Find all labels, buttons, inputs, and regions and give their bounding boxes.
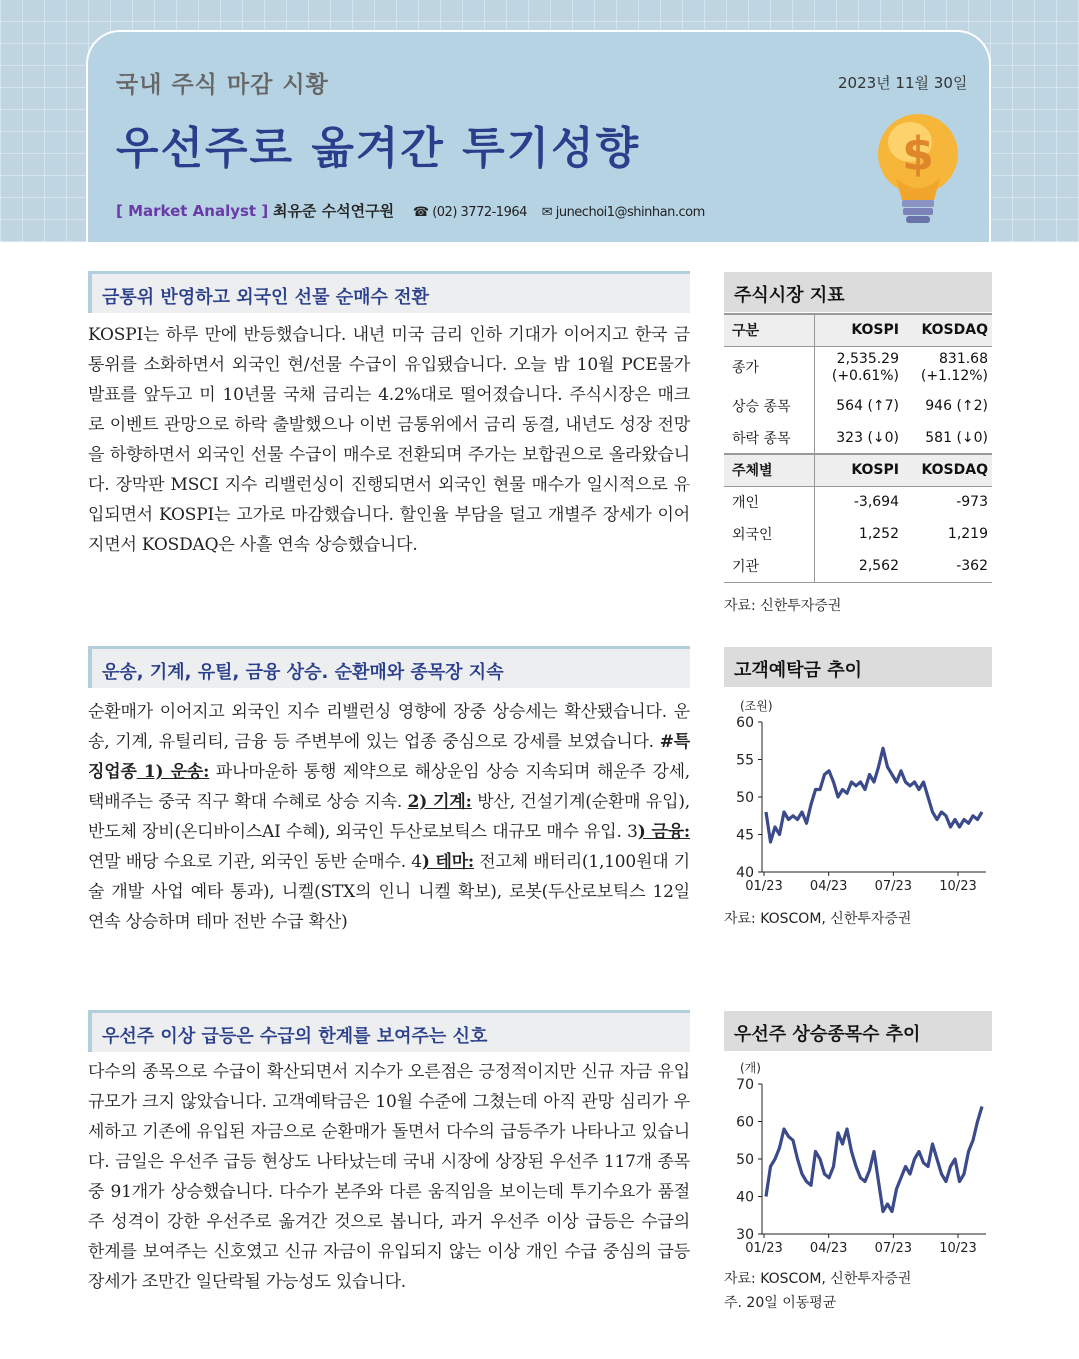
x-tick-label: 07/23	[874, 1241, 913, 1256]
x-tick-label: 04/23	[809, 1241, 848, 1256]
svg-text:$: $	[901, 127, 935, 181]
sector-1-text: 파나마운하 통행 제약으로 해상운임 상승 지속되며 해운주 강세, 택배주는 중국 직구 확대 수혜로 상승 지속.	[88, 762, 691, 812]
row-label: 하락 종목	[724, 422, 814, 454]
section-3-body: 다수의 종목으로 수급이 확산되면서 지수가 오른점은 긍정적이지만 신규 자금 유입 규모가 크지 않았습니다. 고객예탁금은 10월 수준에 그쳤는데 아직 관망 심리가 우세하고 기존에 유입된 자금으로 순환매가 돌면서 다수의 급등주가 나타나고 있습니다. 금일은 우선주 급등 현상도 나타났는데 국내 시장에 상장된 우선주 117개 종목 중 91개가 상승했습니다. 다수가 본주와 다른 움직임을 보이는데 투기수요가 품절주 성격이 강한 우선주로 옮겨간 것으로 봅니다, 과거 우선주 이상 급등은 수급의 한계를 보여주는 신호였고 신규 자금이 유입되지 않는 이상 개인 수급 중심의 급등 장세가 조만간 일단락될 가능성도 있습니다.	[88, 1062, 690, 1292]
sector-2-label: 2) 기계:	[407, 792, 472, 812]
deposits-title: 고객예탁금 추이	[734, 660, 862, 681]
y-tick-label: 30	[736, 1227, 754, 1243]
analyst-info	[116, 200, 715, 221]
table-cell: -973	[956, 494, 988, 511]
header-cell: 주체별	[724, 454, 814, 486]
y-tick-label: 50	[736, 1152, 754, 1168]
table-row	[724, 486, 992, 518]
preferred-line-chart	[724, 1052, 992, 1264]
deposits-heading	[724, 647, 992, 687]
kospi-close-change: (+0.61%)	[831, 368, 899, 385]
row-label: 기관	[724, 550, 814, 582]
table-cell: 581 (↓0)	[925, 429, 988, 446]
table-subheader-row	[724, 454, 992, 486]
table-row	[724, 550, 992, 582]
y-tick-label: 40	[736, 865, 754, 881]
row-label: 상승 종목	[724, 390, 814, 422]
table-cell: 2,562	[814, 550, 903, 582]
header-cell: 구분	[724, 314, 814, 346]
report-category: 국내 주식 마감 시황	[116, 72, 329, 98]
table-cell: -3,694	[853, 494, 899, 511]
table-row	[724, 390, 992, 422]
indicators-title: 주식시장 지표	[734, 285, 845, 306]
header-cell: KOSPI	[814, 454, 903, 486]
header-cell: KOSPI	[814, 314, 903, 346]
section-1-heading	[88, 271, 690, 313]
row-label: 개인	[724, 486, 814, 518]
table-cell: 1,252	[858, 526, 899, 542]
y-tick-label: 50	[736, 790, 754, 806]
y-tick-label: 55	[736, 752, 754, 769]
analyst-email[interactable]: ✉ junechoi1@shinhan.com	[541, 205, 705, 220]
market-indicators-table	[724, 313, 992, 583]
series-line	[766, 748, 982, 842]
sector-4-label: ) 테마:	[421, 852, 475, 872]
report-title: 우선주로 옮겨간 투기성향	[116, 123, 641, 174]
preferred-note: 주. 20일 이동평균	[724, 1295, 837, 1311]
sector-4-text: 전고체 배터리(1,100원대 기술 개발 사업 예타 통과), 니켈(STX의 인니 니켈 확보), 로봇(두산로보틱스 12일 연속 상승하며 테마 전반 수급 확산)	[88, 852, 690, 932]
analyst-role: [ Market Analyst ]	[116, 202, 269, 220]
deposits-source: 자료: KOSCOM, 신한투자증권	[724, 911, 912, 927]
header-cell: KOSDAQ	[903, 454, 992, 486]
preferred-title: 우선주 상승종목수 추이	[734, 1024, 921, 1045]
series-line	[766, 1107, 982, 1212]
y-axis-unit: (조원)	[740, 699, 773, 713]
x-tick-label: 10/23	[939, 1241, 977, 1256]
lightbulb-icon	[872, 108, 964, 230]
kospi-close-value: 2,535.29	[836, 351, 899, 368]
indicators-heading	[724, 272, 992, 312]
y-tick-label: 40	[736, 1189, 754, 1206]
section-2-title: 운송, 기계, 유틸, 금융 상승. 순환매와 종목장 지속	[102, 662, 504, 683]
table-row	[724, 422, 992, 454]
table-cell: 323 (↓0)	[836, 429, 899, 446]
preferred-heading	[724, 1011, 992, 1051]
sector-3-label: ) 금융:	[637, 822, 690, 842]
x-tick-label: 10/23	[939, 879, 977, 894]
header-cell: KOSDAQ	[903, 314, 992, 346]
sector-3-text: 연말 배당 수요로 기관, 외국인 동반 순매수. 4	[88, 852, 422, 872]
table-header-row	[724, 314, 992, 346]
y-axis-unit: (개)	[740, 1061, 761, 1075]
deposits-line-chart	[724, 690, 992, 902]
x-tick-label: 04/23	[809, 879, 848, 894]
row-label: 종가	[724, 346, 814, 390]
row-label: 외국인	[724, 518, 814, 550]
section-3-heading	[88, 1010, 690, 1052]
table-cell: 946 (↑2)	[925, 398, 988, 414]
kosdaq-close-value: 831.68	[939, 351, 988, 368]
section-3-title: 우선주 이상 급등은 수급의 한계를 보여주는 신호	[102, 1026, 488, 1047]
section-2-intro: 순환매가 이어지고 외국인 지수 리밸런싱 영향에 장중 상승세는 확산됐습니다. 운송, 기계, 유틸리티, 금융 등 주변부에 있는 업종 중심으로 강세를 보였습니다.	[88, 702, 690, 752]
section-1-title: 금통위 반영하고 외국인 선물 순매수 전환	[102, 287, 429, 308]
x-tick-label: 01/23	[745, 1241, 783, 1256]
table-row	[724, 518, 992, 550]
section-2-body	[88, 697, 690, 937]
x-tick-label: 01/23	[745, 879, 783, 894]
kosdaq-close	[903, 346, 992, 390]
analyst-name: 최유준 수석연구원	[272, 202, 395, 220]
section-1-body: KOSPI는 하루 만에 반등했습니다. 내년 미국 금리 인하 기대가 이어지고 한국 금통위를 소화하면서 외국인 현/선물 수급이 유입됐습니다. 오늘 밤 10월 PCE물가 발표를 앞두고 미 10년물 국채 금리는 4.2%대로 떨어졌습니다. 주식시장은 매크로 이벤트 관망으로 하락 출발했으나 이번 금통위에서 금리 동결, 내년도 성장 전망을 하향하면서 외국인 선물 수급이 매수로 전환되며 주가는 보합권으로 올라왔습니다. 장막판 MSCI 지수 리밸런싱이 진행되면서 외국인 현물 매수가 일시적으로 유입되면서 KOSPI는 고가로 마감했습니다. 할인율 부담을 덜고 개별주 장세가 이어지면서 KOSDAQ은 사흘 연속 상승했습니다.	[88, 325, 690, 555]
y-tick-label: 60	[736, 715, 754, 731]
kospi-close	[814, 346, 903, 390]
preferred-source: 자료: KOSCOM, 신한투자증권	[724, 1271, 912, 1287]
x-tick-label: 07/23	[874, 879, 913, 894]
indicators-source: 자료: 신한투자증권	[724, 598, 842, 614]
y-tick-label: 70	[736, 1077, 754, 1093]
table-cell: 564 (↑7)	[836, 398, 899, 414]
featured-sectors-tag: #특징업종	[88, 732, 690, 782]
report-date: 2023년 11월 30일	[838, 74, 968, 92]
sector-1-label: 1) 운송:	[136, 762, 210, 782]
table-row	[724, 346, 992, 390]
y-tick-label: 45	[736, 827, 754, 844]
section-2-heading	[88, 646, 690, 688]
kosdaq-close-change: (+1.12%)	[920, 368, 988, 385]
sector-2-text: 방산, 건설기계(순환매 유입), 반도체 장비(온디바이스AI 수혜), 외국인 두산로보틱스 대규모 매수 유입. 3	[88, 792, 691, 842]
y-tick-label: 60	[736, 1114, 754, 1131]
table-cell: -362	[903, 550, 992, 582]
table-cell: 1,219	[947, 526, 988, 542]
analyst-phone: ☎ (02) 3772-1964	[412, 205, 527, 220]
